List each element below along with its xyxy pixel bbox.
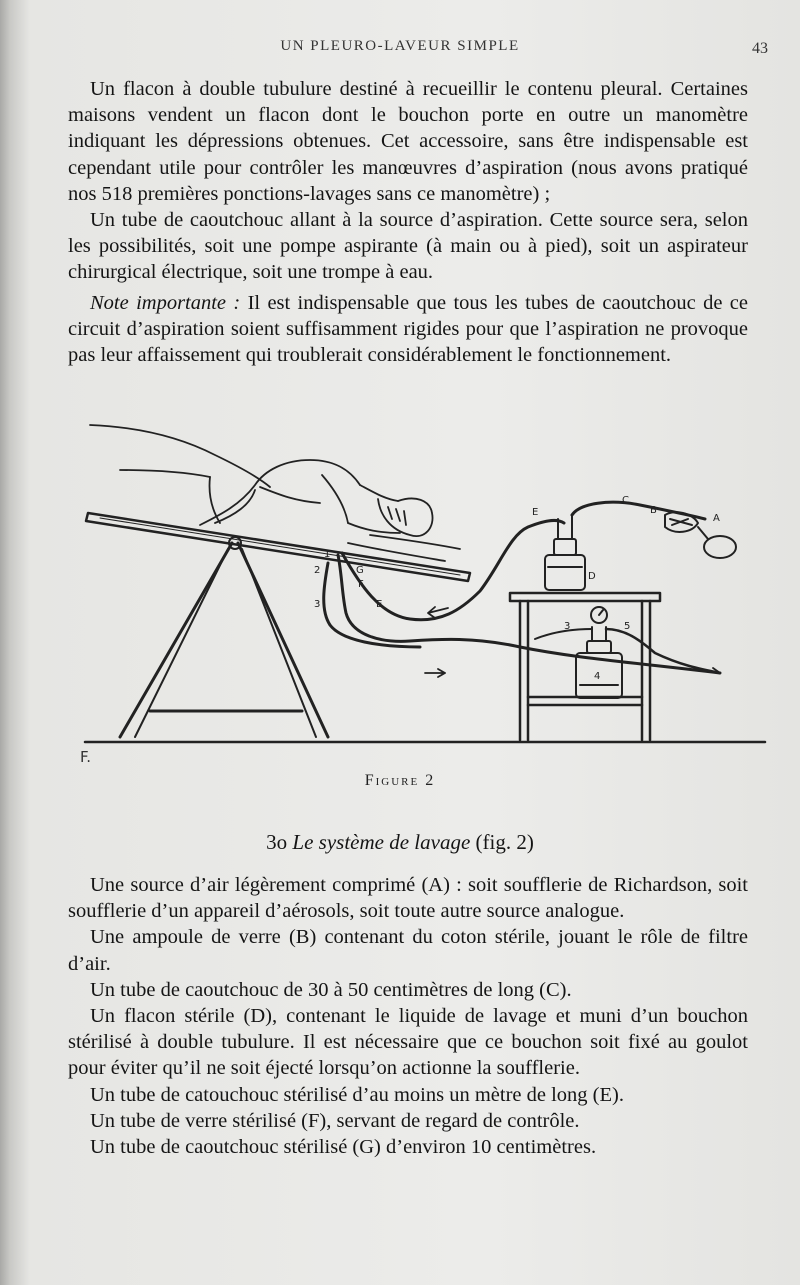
label-B: B [650, 505, 657, 516]
paragraph-glass-ampoule: Une ampoule de verre (B) contenant du coton stérile, jouant le rôle de filtre d’air. [68, 926, 748, 975]
artist-mark: F. [80, 748, 91, 766]
label-D: D [588, 571, 596, 582]
label-4: 4 [594, 671, 601, 682]
paragraph-air-source: Une source d’air légèrement comprimé (A) : soit soufflerie de Richardson, soit soufflerie d’un appareil d’aérosols, soit toute autre source analogue. [68, 874, 748, 923]
trestle-stand [120, 537, 331, 737]
section-figure-ref: (fig. 2) [475, 830, 534, 854]
paragraph-flask: Un flacon à double tubulure destiné à recueillir le contenu pleural. Certaines maisons vendent un flacon dont le bouchon porte en outre un manomètre indiquant les dépressions obtenues. Cet accessoire, sans être indispensable est cependant utile pour contrôler les manœuvres d’aspiration (nous avons pratiqué nos 518 premières ponctions-lavages sans ce manomètre) ; [68, 78, 748, 205]
bottom-text-block [68, 872, 748, 1160]
important-note [68, 290, 748, 369]
label-E-tube: E [376, 599, 383, 610]
paragraph-tube-e: Un tube de catouchouc stérilisé d’au moins un mètre de long (E). [90, 1083, 624, 1106]
page-header [0, 38, 800, 58]
paragraph-tube-g: Un tube de caoutchouc stérilisé (G) d’environ 10 centimètres. [90, 1136, 597, 1159]
label-F: F [358, 579, 364, 590]
label-1: 1 [324, 549, 331, 560]
section-heading [0, 830, 800, 855]
page-number: 43 [752, 40, 768, 57]
paragraph-sterile-flask: Un flacon stérile (D), contenant le liquide de lavage et muni d’un bouchon stérilisé à double tubulure. Il est nécessaire que ce bouchon soit fixé au goulot pour éviter qu’il ne soit éjecté lorsqu’on actionne la soufflerie. [68, 1005, 748, 1080]
paragraph-rubber-tube: Un tube de caoutchouc allant à la source d’aspiration. Cette source sera, selon les possibilités, soit une pompe aspirante (à main ou à pied), soit un aspirateur chirurgical électrique, soit une trompe à eau. [68, 209, 748, 284]
label-G: G [356, 565, 364, 576]
washing-flask [545, 502, 705, 590]
top-text-block [68, 76, 748, 368]
label-E-top: E [532, 507, 539, 518]
paragraph-glass-tube-f: Un tube de verre stérilisé (F), servant de regard de contrôle. [90, 1109, 580, 1132]
label-A: A [713, 513, 720, 524]
figure-caption: Figure 2 [364, 772, 436, 789]
label-3a: 3 [314, 599, 321, 610]
section-title-text: Le système de lavage [292, 830, 471, 854]
running-head: UN PLEURO-LAVEUR SIMPLE [280, 38, 520, 54]
label-C: C [622, 495, 629, 506]
patient-figure [90, 425, 460, 561]
table-board [86, 513, 470, 581]
paragraph-rubber-tube-c: Un tube de caoutchouc de 30 à 50 centimètres de long (C). [90, 978, 572, 1001]
label-3b: 3 [564, 621, 571, 632]
note-text: Il est indispensable que tous les tubes de caoutchouc de ce circuit d’aspiration soient suffisamment rigides pour que l’aspiration ne provoque pas leur affaissement qui troublerait considérablement le fonctionnement. [68, 291, 749, 367]
side-table [510, 593, 660, 740]
figure-illustration [80, 415, 770, 760]
label-5: 5 [624, 621, 631, 632]
note-label: Note importante : [90, 291, 241, 314]
label-2: 2 [314, 565, 321, 576]
apparatus-drawing [80, 415, 770, 760]
section-number: 3o [266, 830, 288, 854]
